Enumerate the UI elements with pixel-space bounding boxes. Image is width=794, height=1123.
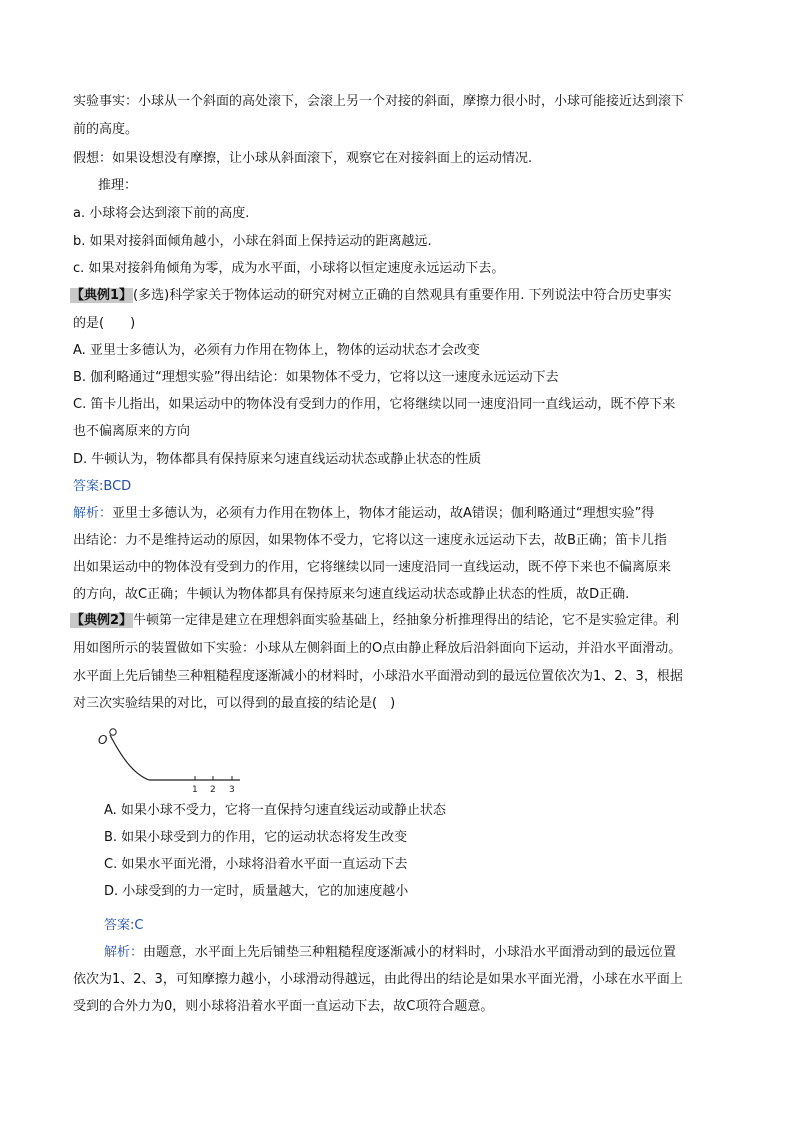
- example2-stem-text: 牛顿第一定律是建立在理想斜面实验基础上，经抽象分析推理得出的结论，它不是实验定律。利: [133, 613, 680, 628]
- mark-1-label: 1: [192, 785, 198, 795]
- example1-analysis-label: 解析：: [73, 506, 113, 521]
- example2-tag: 【典例2】: [71, 613, 133, 628]
- ball: [110, 729, 116, 735]
- example1-option-c-line-2: 也不偏离原来的方向: [73, 424, 191, 439]
- example2-option-a: A. 如果小球不受力，它将一直保持匀速直线运动或静止状态: [104, 803, 446, 818]
- example2-stem-line-2: 用如图所示的装置做如下实验：小球从左侧斜面上的O点由静止释放后沿斜面向下运动，并沿水平面滑动。: [73, 641, 682, 656]
- example2-answer-value: C: [134, 918, 144, 933]
- example1-analysis-line-1: [73, 505, 654, 523]
- mark-2-label: 2: [210, 785, 216, 795]
- example1-answer-value: BCD: [103, 479, 132, 494]
- example2-option-c: C. 如果水平面光滑，小球将沿着水平面一直运动下去: [104, 857, 408, 872]
- example1-option-b: B. 伽利略通过“理想实验”得出结论：如果物体不受力，它将以这一速度永远运动下去: [73, 370, 559, 385]
- example1-answer-label: 答案:: [73, 479, 104, 494]
- example2-stem-line-3: 水平面上先后铺垫三种粗糙程度逐渐减小的材料时，小球沿水平面滑动到的最远位置依次为1、2、3，根据: [73, 669, 683, 684]
- intro-reason-a: a. 小球将会达到滚下前的高度.: [73, 206, 250, 221]
- example2-analysis-line-1: [104, 944, 676, 962]
- example2-answer-label: 答案:: [104, 918, 135, 933]
- example2-option-b: B. 如果小球受到力的作用，它的运动状态将发生改变: [104, 830, 408, 845]
- example1-analysis-line-2: 出结论：力不是维持运动的原因，如果物体不受力，它将以这一速度永远运动下去，故B正确；笛卡儿指: [73, 533, 667, 548]
- example1-stem-text: (多选)科学家关于物体运动的研究对树立正确的自然观具有重要作用. 下列说法中符合历史事实: [133, 288, 672, 303]
- incline-curve: [110, 735, 149, 780]
- intro-hypothesis: 假想：如果设想没有摩擦，让小球从斜面滚下，观察它在对接斜面上的运动情况.: [73, 151, 533, 166]
- example1-option-d: D. 牛顿认为，物体都具有保持原来匀速直线运动状态或静止状态的性质: [73, 452, 482, 467]
- mark-3-label: 3: [229, 785, 235, 795]
- intro-fact-line-2: 前的高度。: [73, 122, 139, 137]
- example2-analysis-line-3: 受到的合外力为0，则小球将沿着水平面一直运动下去，故C项符合题意。: [73, 999, 494, 1014]
- point-o-label: O: [98, 733, 108, 747]
- example2-answer: [104, 917, 143, 935]
- intro-reason-b: b. 如果对接斜面倾角越小，小球在斜面上保持运动的距离越远.: [73, 234, 432, 249]
- example1-analysis-text-1: 亚里士多德认为，必须有力作用在物体上，物体才能运动，故A错误；伽利略通过“理想实验”得: [112, 506, 655, 521]
- example2-stem-line-1: [70, 612, 679, 630]
- example1-option-a: A. 亚里士多德认为，必须有力作用在物体上，物体的运动状态才会改变: [73, 343, 480, 358]
- example1-analysis-line-3: 出如果运动中的物体没有受到力的作用，它将继续以同一速度沿同一直线运动，既不停下来也不偏离原来: [73, 560, 672, 575]
- example1-analysis-line-4: 的方向，故C正确；牛顿认为物体都具有保持原来匀速直线运动状态或静止状态的性质，故D正确.: [73, 587, 630, 602]
- example1-stem-line-1: [70, 287, 671, 305]
- example1-option-c-line-1: C. 笛卡儿指出，如果运动中的物体没有受到力的作用，它将继续以同一速度沿同一直线运动，既不停下来: [73, 397, 676, 412]
- example2-analysis-text-1: 由题意，水平面上先后铺垫三种粗糙程度逐渐减小的材料时，小球沿水平面滑动到的最远位置: [143, 945, 677, 960]
- intro-reasoning-title: 推理：: [98, 178, 138, 193]
- example2-stem-line-4: 对三次实验结果的对比，可以得到的最直接的结论是( ): [73, 696, 396, 711]
- example2-analysis-line-2: 依次为1、2、3，可知摩擦力越小，小球滑动得越远，由此得出的结论是如果水平面光滑，小球在水平面上: [73, 972, 683, 987]
- intro-reason-c: c. 如果对接斜角倾角为零，成为水平面，小球将以恒定速度永远运动下去。: [73, 261, 505, 276]
- example2-analysis-label: 解析：: [104, 945, 144, 960]
- intro-fact-line-1: 实验事实：小球从一个斜面的高处滚下，会滚上另一个对接的斜面，摩擦力很小时，小球可能接近达到滚下: [73, 94, 685, 109]
- example1-tag: 【典例1】: [71, 288, 133, 303]
- incline-figure: [95, 724, 255, 796]
- example1-stem-line-2: 的是( ): [73, 316, 136, 331]
- example2-option-d: D. 小球受到的力一定时，质量越大，它的加速度越小: [104, 884, 409, 899]
- example1-answer: [73, 478, 131, 496]
